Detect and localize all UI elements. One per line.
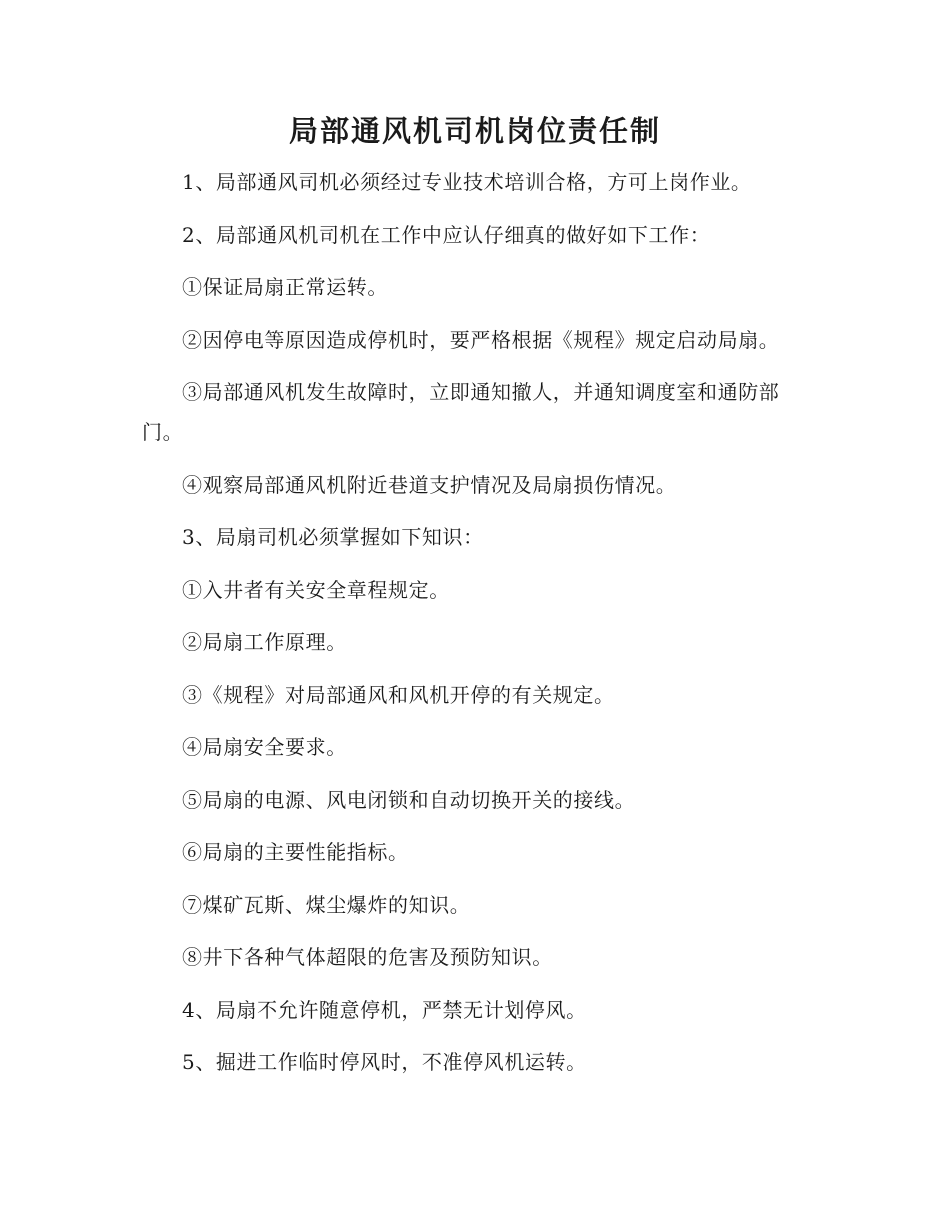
paragraph: ②局扇工作原理。 [182,630,347,654]
paragraph: 3、局扇司机必须掌握如下知识： [182,525,484,549]
paragraph: 5、掘进工作临时停风时，不准停风机运转。 [182,1050,587,1074]
paragraph: ①入井者有关安全章程规定。 [182,577,450,602]
paragraph: 4、局扇不允许随意停机，严禁无计划停风。 [182,997,587,1022]
document-body [142,162,810,1095]
paragraph: ⑧井下各种气体超限的危害及预防知识。 [182,945,553,969]
paragraph: ⑦煤矿瓦斯、煤尘爆炸的知识。 [182,892,471,917]
document-title: 局部通风机司机岗位责任制 [288,114,661,148]
paragraph: 2、局部通风机司机在工作中应认仔细真的做好如下工作： [182,222,711,247]
paragraph: ①保证局扇正常运转。 [182,275,388,299]
paragraph: ④局扇安全要求。 [182,735,347,759]
paragraph: ④观察局部通风机附近巷道支护情况及局扇损伤情况。 [182,472,677,497]
paragraph: ⑥局扇的主要性能指标。 [182,840,409,864]
paragraph: ②因停电等原因造成停机时，要严格根据《规程》规定启动局扇。 [182,327,780,352]
paragraph: ⑤局扇的电源、风电闭锁和自动切换开关的接线。 [182,787,636,812]
paragraph: ③《规程》对局部通风和风机开停的有关规定。 [182,682,615,707]
paragraph: 1、局部通风司机必须经过专业技术培训合格，方可上岗作业。 [182,170,752,194]
paragraph: ③局部通风机发生故障时，立即通知撤人，并通知调度室和通防部门。 [142,380,780,444]
